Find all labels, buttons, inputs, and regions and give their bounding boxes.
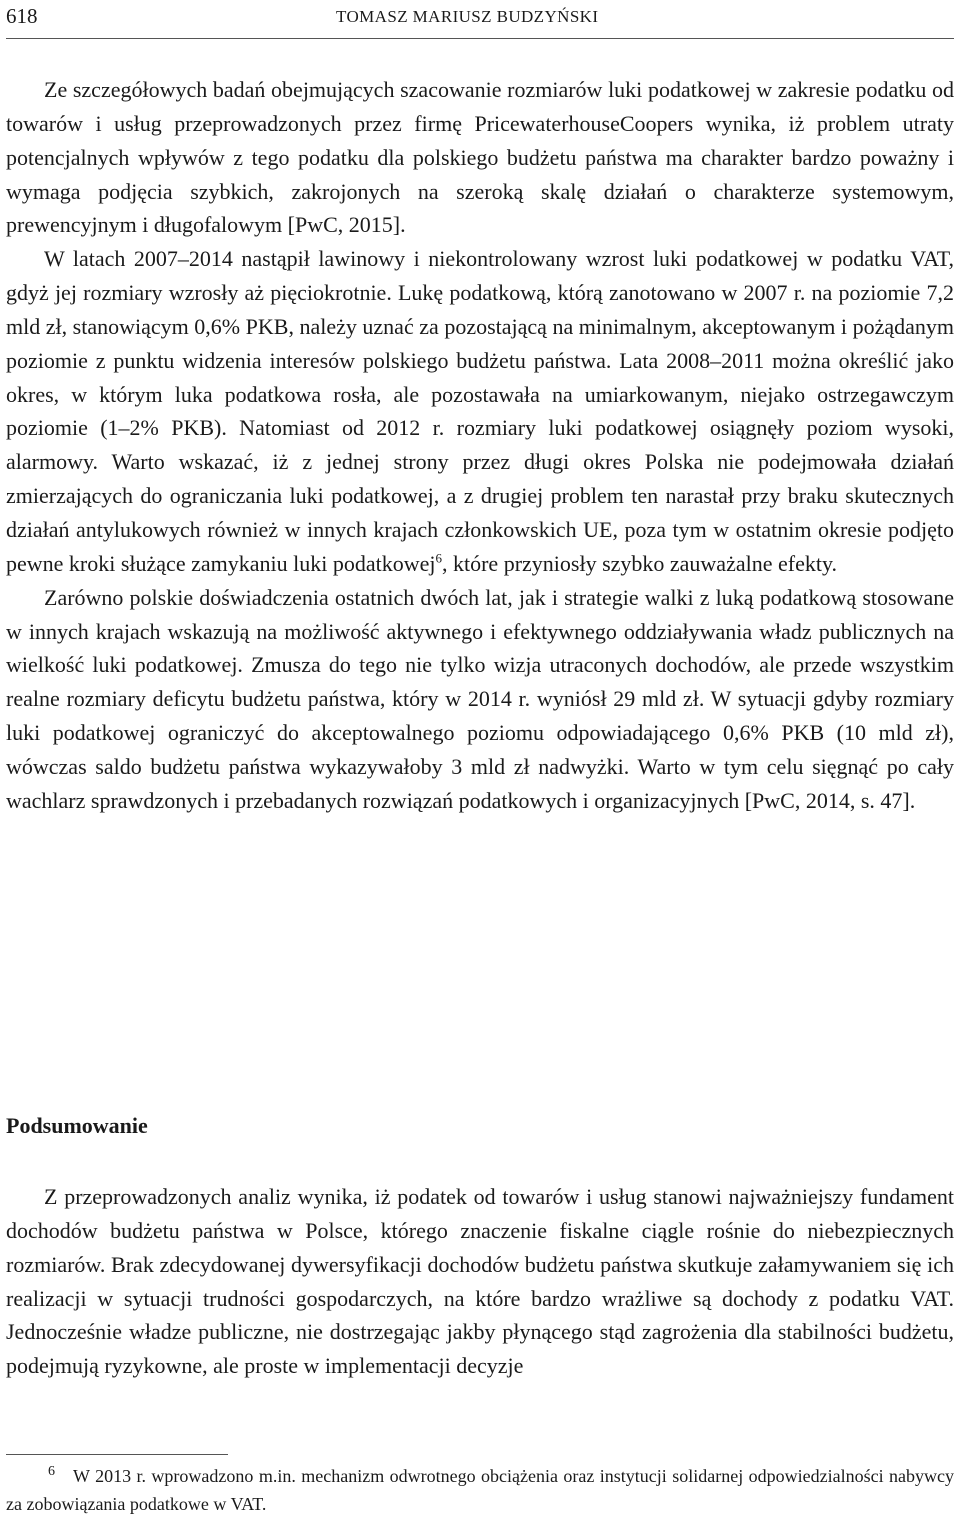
- running-head: TOMASZ MARIUSZ BUDZYŃSKI: [336, 7, 599, 26]
- paragraph-1: Ze szczegółowych badań obejmujących szacowanie rozmiarów luki podatkowej w zakresie podatku od towarów i usług przeprowadzonych przez firmę PricewaterhouseCoopers wynika, iż problem utraty potencjalnych wpływów z tego podatku dla polskiego budżetu państwa ma charakter bardzo poważny i wymaga podjęcia szybkich, zakrojonych na szeroką skalę działań o charakterze systemowym, prewencyjnym i długofalowym [PwC, 2015].: [6, 77, 954, 238]
- paragraph-2-text: W latach 2007–2014 nastąpił lawinowy i niekontrolowany wzrost luki podatkowej w podatku VAT, gdyż jej rozmiary wzrosły aż pięciokrotnie. Lukę podatkową, którą zanotowano w 2007 r. na poziomie 7,2 mld zł, stanowiącym 0,6% PKB, należy uznać za pozostającą na minimalnym, akceptowanym i pożądanym poziomie z punktu widzenia interesów polskiego budżetu państwa. Lata 2008–2011 można określić jako okres, w którym luka podatkowa rosła, ale pozostawała na umiarkowanym, niejako ostrzegawczym poziomie (1–2% PKB). Natomiast od 2012 r. rozmiary luki podatkowej osiągnęły poziom wysoki, alarmowy. Warto wskazać, iż z jednej strony przez długi okres Polska nie podejmowała działań zmierzających do ograniczania luki podatkowej, a z drugiej problem ten narastał przy braku skutecznych działań antylukowych również w innych krajach członkowskich UE, poza tym w ostatnim okresie podjęto pewne kroki służące zamykaniu luki podatkowej: [6, 246, 954, 576]
- footnote: [6, 1462, 954, 1518]
- footnote-divider: [6, 1454, 228, 1455]
- footnote-text: W 2013 r. wprowadzono m.in. mechanizm odwrotnego obciążenia oraz instytucji solidarnej odpowiedzialności nabywcy za zobowiązania podatkowe w VAT.: [6, 1466, 954, 1514]
- page-header: [6, 0, 954, 39]
- paragraph-2: [6, 242, 954, 580]
- main-text: [6, 73, 954, 818]
- paragraph-2-tail: , które przyniosły szybko zauważalne efekty.: [441, 550, 838, 576]
- summary-paragraph: Z przeprowadzonych analiz wynika, iż podatek od towarów i usług stanowi najważniejszy fundament dochodów budżetu państwa w Polsce, którego znaczenie fiskalne ciągle rośnie do niebezpiecznych rozmiarów. Brak zdecydowanej dywersyfikacji dochodów budżetu państwa skutkuje załamywaniem się ich realizacji w sytuacji trudności gospodarczych, na które bardzo wrażliwe są dochody z podatku VAT. Jednocześnie władze publiczne, nie dostrzegając jakby płynącego stąd zagrożenia dla stabilności budżetu, podejmują ryzykowne, ale proste w implementacji decyzje: [6, 1184, 954, 1379]
- footnote-reference: 6: [435, 550, 442, 566]
- page-number: 618: [6, 4, 38, 28]
- summary-text: [6, 1180, 954, 1383]
- footnote-mark: 6: [48, 1464, 55, 1479]
- section-title: Podsumowanie: [6, 1113, 148, 1138]
- paragraph-3: Zarówno polskie doświadczenia ostatnich dwóch lat, jak i strategie walki z luką podatkową stosowane w innych krajach wskazują na możliwość aktywnego i efektywnego oddziaływania władz publicznych na wielkość luki podatkowej. Zmusza do tego nie tylko wizja utraconych dochodów, ale przede wszystkim realne rozmiary deficytu budżetu państwa, który w 2014 r. wyniósł 29 mld zł. W sytuacji gdyby rozmiary luki podatkowej ograniczyć do akceptowalnego poziomu odpowiadającego 0,6% PKB (10 mld zł), wówczas saldo budżetu państwa wykazywałoby 3 mld zł nadwyżki. Warto w tym celu sięgnąć po cały wachlarz sprawdzonych i przebadanych rozwiązań podatkowych i organizacyjnych [PwC, 2014, s. 47].: [6, 584, 954, 813]
